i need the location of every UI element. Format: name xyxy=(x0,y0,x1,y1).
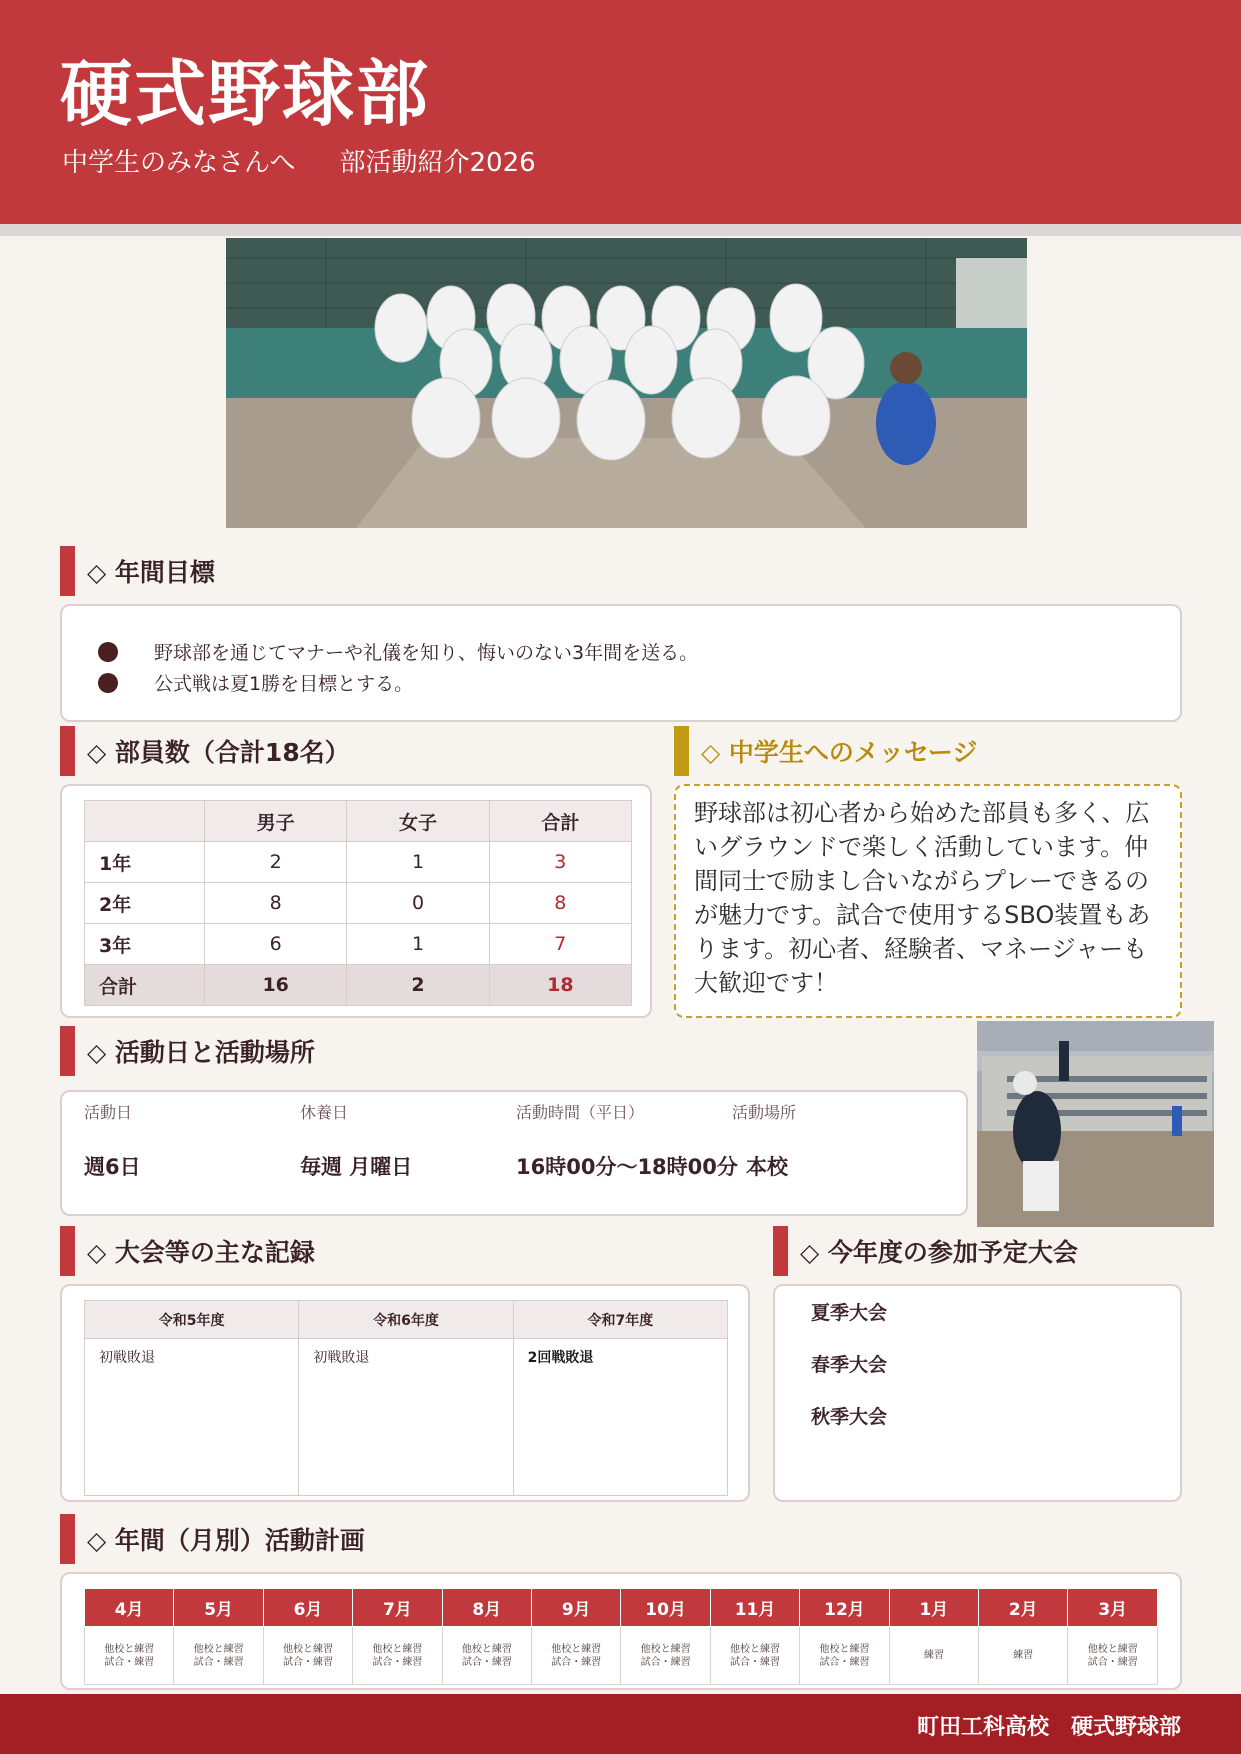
table-row xyxy=(85,1339,728,1496)
heading-accent-bar xyxy=(674,726,689,776)
table-cell: 6 xyxy=(205,924,347,965)
table-header-cell: 令和5年度 xyxy=(85,1301,299,1339)
list-item: 秋季大会 xyxy=(811,1406,888,1428)
table-cell: 2回戦敗退 xyxy=(513,1339,727,1496)
table-row xyxy=(85,1627,1158,1685)
table-row xyxy=(85,883,632,924)
plan-line: 練習 xyxy=(923,1650,944,1661)
plan-line: 他校と練習 xyxy=(819,1643,870,1655)
plan-line: 試合・練習 xyxy=(551,1656,602,1668)
bullet-icon xyxy=(98,642,118,662)
members-table xyxy=(84,800,632,1006)
message-heading-text: ◇ 中学生へのメッセージ xyxy=(701,738,978,767)
message-box: 野球部は初心者から始めた部員も多く、広いグラウンドで楽しく活動しています。仲間同士で励まし合いながらプレーできるのが魅力です。試合で使用するSBO装置もあります。初心者、経験者、マネージャーも大歓迎です！ xyxy=(674,784,1182,1018)
heading-accent-bar xyxy=(60,726,75,776)
members-card xyxy=(60,784,652,1018)
activity-time-value: 16時00分～18時00分 xyxy=(516,1155,738,1179)
table-header-row xyxy=(85,1589,1158,1627)
plan-line: 試合・練習 xyxy=(193,1656,244,1668)
table-cell xyxy=(442,1627,531,1685)
table-cell: 18 xyxy=(489,965,631,1006)
table-cell: 3年 xyxy=(85,924,205,965)
heading-accent-bar xyxy=(60,1514,75,1564)
plan-line: 試合・練習 xyxy=(372,1656,423,1668)
plan-line: 他校と練習 xyxy=(104,1643,155,1655)
header-divider xyxy=(0,224,1241,236)
page-subtitle xyxy=(62,142,536,179)
month-header: 12月 xyxy=(800,1589,889,1627)
list-item: 春季大会 xyxy=(811,1354,888,1376)
month-header: 6月 xyxy=(263,1589,352,1627)
subtitle-audience: 中学生のみなさんへ xyxy=(62,148,296,178)
activity-time-label: 活動時間（平日） xyxy=(516,1103,645,1122)
table-header-cell: 女子 xyxy=(347,801,489,842)
goals-heading xyxy=(60,546,215,596)
page-header xyxy=(0,0,1241,224)
plan-line: 他校と練習 xyxy=(1087,1643,1138,1655)
table-header-cell: 合計 xyxy=(489,801,631,842)
plan-line: 試合・練習 xyxy=(104,1656,155,1668)
table-header-cell xyxy=(85,801,205,842)
plan-line: 試合・練習 xyxy=(819,1656,870,1668)
plan-line: 他校と練習 xyxy=(640,1643,691,1655)
table-cell xyxy=(621,1627,710,1685)
table-header-cell: 令和6年度 xyxy=(299,1301,513,1339)
table-header-row xyxy=(85,801,632,842)
table-cell: 0 xyxy=(347,883,489,924)
table-cell xyxy=(263,1627,352,1685)
plan-line: 試合・練習 xyxy=(283,1656,334,1668)
subtitle-event: 部活動紹介2026 xyxy=(339,148,536,178)
team-photo xyxy=(226,238,1027,528)
month-header: 11月 xyxy=(710,1589,799,1627)
table-cell: 初戦敗退 xyxy=(85,1339,299,1496)
table-cell: 8 xyxy=(489,883,631,924)
plan-line: 他校と練習 xyxy=(283,1643,334,1655)
page-title: 硬式野球部 xyxy=(60,52,431,136)
activity-card xyxy=(60,1090,968,1216)
month-header: 10月 xyxy=(621,1589,710,1627)
month-header: 9月 xyxy=(532,1589,621,1627)
activity-place xyxy=(732,1100,796,1181)
goals-heading-text: ◇ 年間目標 xyxy=(87,558,215,587)
table-cell: 合計 xyxy=(85,965,205,1006)
table-cell: 2 xyxy=(205,842,347,883)
activity-days xyxy=(84,1100,141,1181)
month-header: 5月 xyxy=(174,1589,263,1627)
list-item xyxy=(98,667,1180,698)
table-cell: 2 xyxy=(347,965,489,1006)
table-row xyxy=(85,924,632,965)
message-heading xyxy=(674,726,977,776)
goals-card xyxy=(60,604,1182,722)
plan-card xyxy=(60,1572,1182,1690)
plan-line: 他校と練習 xyxy=(461,1643,512,1655)
table-cell: 初戦敗退 xyxy=(299,1339,513,1496)
plan-heading xyxy=(60,1514,365,1564)
plan-line: 試合・練習 xyxy=(730,1656,781,1668)
table-cell xyxy=(800,1627,889,1685)
list-item: 夏季大会 xyxy=(811,1302,888,1324)
month-header: 4月 xyxy=(85,1589,174,1627)
table-cell xyxy=(353,1627,442,1685)
plan-line: 他校と練習 xyxy=(551,1643,602,1655)
bullet-icon xyxy=(98,673,118,693)
table-cell xyxy=(1068,1627,1158,1685)
table-cell: 3 xyxy=(489,842,631,883)
plan-line: 他校と練習 xyxy=(193,1643,244,1655)
plan-heading-text: ◇ 年間（月別）活動計画 xyxy=(87,1526,365,1555)
plan-line: 試合・練習 xyxy=(640,1656,691,1668)
activity-days-label: 活動日 xyxy=(84,1103,133,1122)
month-header: 2月 xyxy=(979,1589,1068,1627)
goals-list xyxy=(62,606,1180,698)
goal-text: 野球部を通じてマナーや礼儀を知り、悔いのない3年間を送る。 xyxy=(154,642,699,664)
month-header: 7月 xyxy=(353,1589,442,1627)
table-cell xyxy=(174,1627,263,1685)
footer-school-name: 町田工科高校 硬式野球部 xyxy=(916,1715,1181,1740)
table-cell: 2年 xyxy=(85,883,205,924)
page-footer xyxy=(0,1694,1241,1754)
table-cell: 1 xyxy=(347,842,489,883)
activity-place-label: 活動場所 xyxy=(732,1103,797,1122)
activity-heading xyxy=(60,1026,315,1076)
table-header-cell: 令和7年度 xyxy=(513,1301,727,1339)
activity-days-value: 週6日 xyxy=(84,1155,141,1179)
activity-off-value: 毎週 月曜日 xyxy=(300,1155,413,1179)
table-header-row xyxy=(85,1301,728,1339)
month-header: 8月 xyxy=(442,1589,531,1627)
records-heading xyxy=(60,1226,315,1276)
table-total-row xyxy=(85,965,632,1006)
table-cell xyxy=(710,1627,799,1685)
month-header: 1月 xyxy=(889,1589,978,1627)
goal-text: 公式戦は夏1勝を目標とする。 xyxy=(154,673,414,695)
plan-line: 他校と練習 xyxy=(372,1643,423,1655)
plan-line: 練習 xyxy=(1013,1650,1034,1661)
records-card xyxy=(60,1284,750,1502)
heading-accent-bar xyxy=(773,1226,788,1276)
plan-line: 試合・練習 xyxy=(461,1656,512,1668)
table-row xyxy=(85,842,632,883)
activity-off xyxy=(300,1100,412,1181)
heading-accent-bar xyxy=(60,546,75,596)
table-cell: 1年 xyxy=(85,842,205,883)
table-cell xyxy=(979,1627,1068,1685)
tournaments-heading xyxy=(773,1226,1078,1276)
month-header: 3月 xyxy=(1068,1589,1158,1627)
table-cell xyxy=(889,1627,978,1685)
records-heading-text: ◇ 大会等の主な記録 xyxy=(87,1238,315,1267)
practice-photo xyxy=(977,1021,1214,1227)
table-cell: 16 xyxy=(205,965,347,1006)
table-cell: 8 xyxy=(205,883,347,924)
activity-time xyxy=(516,1100,738,1181)
table-cell xyxy=(85,1627,174,1685)
list-item xyxy=(98,636,1180,667)
activity-off-label: 休養日 xyxy=(300,1103,349,1122)
members-heading xyxy=(60,726,350,776)
members-heading-text: ◇ 部員数（合計18名） xyxy=(87,738,350,767)
plan-line: 他校と練習 xyxy=(730,1643,781,1655)
table-cell xyxy=(532,1627,621,1685)
heading-accent-bar xyxy=(60,1226,75,1276)
tournaments-card xyxy=(773,1284,1182,1502)
tournaments-heading-text: ◇ 今年度の参加予定大会 xyxy=(800,1238,1078,1267)
activity-heading-text: ◇ 活動日と活動場所 xyxy=(87,1038,315,1067)
records-table xyxy=(84,1300,728,1496)
table-header-cell: 男子 xyxy=(205,801,347,842)
plan-table xyxy=(84,1588,1158,1685)
heading-accent-bar xyxy=(60,1026,75,1076)
table-cell: 1 xyxy=(347,924,489,965)
plan-line: 試合・練習 xyxy=(1087,1656,1138,1668)
table-cell: 7 xyxy=(489,924,631,965)
activity-place-value: 本校 xyxy=(746,1155,788,1179)
